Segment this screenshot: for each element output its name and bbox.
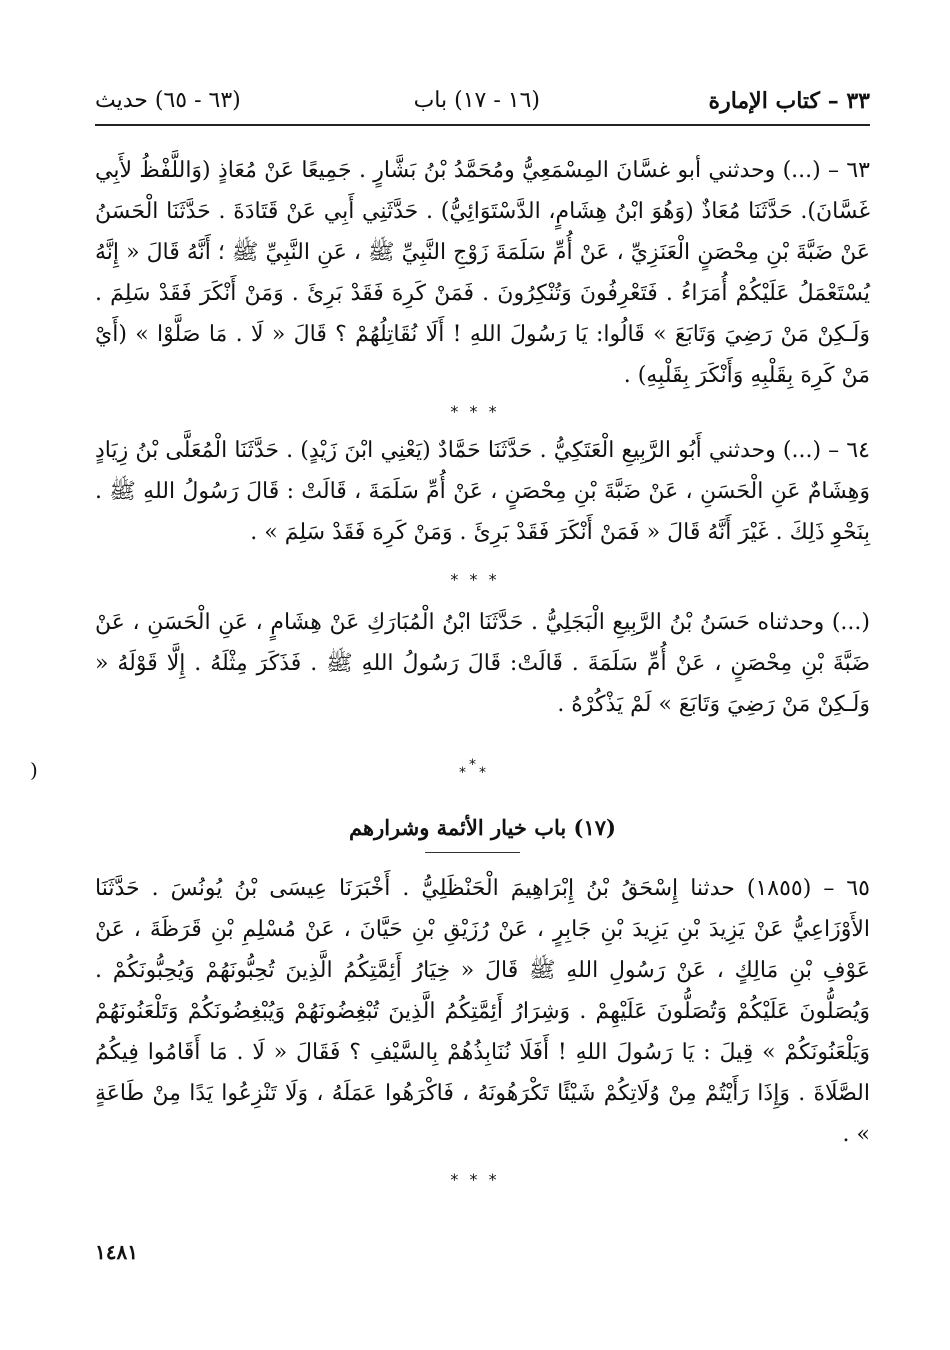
star-cluster: * * *: [459, 757, 486, 781]
margin-mark: ): [30, 758, 38, 782]
header-rule: [95, 124, 870, 126]
page-number: ١٤٨١: [95, 1240, 138, 1264]
separator-1: * * *: [450, 402, 500, 421]
hadith-65: ٦٥ – (١٨٥٥) حدثنا إِسْحَقُ بْنُ إِبْرَاهِيمَ الْحَنْظَلِيُّ . أَخْبَرَنَا عِيسَى بْنُ يُونُسَ . حَدَّثَنَا الأَوْزَاعِيُّ عَنْ يَزِيدَ بْنِ يَزِيدَ بْنِ جَابِرٍ ، عَنْ رُزَيْقِ بْنِ حَيَّانَ ، عَنْ مُسْلِمِ بْنِ قَرَظَةَ ، عَنْ عَوْفِ بْنِ مَالِكٍ ، عَنْ رَسُولِ اللهِ ﷺ قَالَ « خِيَارُ أَئِمَّتِكُمُ الَّذِينَ تُحِبُّونَهُمْ وَيُحِبُّونَكُمْ . وَيُصَلُّونَ عَلَيْكُمْ وَتُصَلُّونَ عَلَيْهِمْ . وَشِرَارُ أَئِمَّتِكُمُ الَّذِينَ تُبْغِضُونَهُمْ وَيُبْغِضُونَكُمْ وَتَلْعَنُونَهُمْ وَيَلْعَنُونَكُمْ » قِيلَ : يَا رَسُولَ اللهِ ! أَفَلَا نُنَابِذُهُمْ بِالسَّيْفِ ؟ فَقَالَ « لَا . مَا أَقَامُوا فِيكُمُ الصَّلَاةَ . وَإِذَا رَأَيْتُمْ مِنْ وُلَاتِكُمْ شَيْئًا تَكْرَهُونَهُ ، فَاكْرَهُوا عَمَلَهُ ، وَلَا تَنْزِعُوا يَدًا مِنْ طَاعَةٍ » .: [95, 876, 870, 1147]
header-book-title: ٣٣ – كتاب الإمارة: [708, 88, 870, 114]
hadith-64: ٦٤ – (...) وحدثني أَبُو الرَّبِيعِ الْعَتَكِيُّ . حَدَّثَنَا حَمَّادٌ (يَعْنِي ابْنَ زَيْدٍ) . حَدَّثَنَا الْمُعَلَّى بْنُ زِيَادٍ وَهِشَامٌ عَنِ الْحَسَنِ ، عَنْ ضَبَّةَ بْنِ مِحْصَنٍ ، عَنْ أُمِّ سَلَمَةَ ، قَالَتْ : قَالَ رَسُولُ اللهِ ﷺ . بِنَحْوِ ذَلِكَ . غَيْرَ أَنَّهُ قَالَ « فَمَنْ أَنْكَرَ فَقَدْ بَرِئَ . وَمَنْ كَرِهَ فَقَدْ سَلِمَ » .: [95, 438, 870, 545]
running-header: [95, 82, 870, 122]
hadith-63-block: [95, 150, 870, 396]
header-hadith-range: (٦٣ - ٦٥) حديث: [95, 88, 241, 113]
hadith-65-block: [95, 868, 870, 1155]
header-chapter-range: (١٦ - ١٧) باب: [413, 88, 540, 113]
separator-2: * * *: [450, 570, 500, 589]
hadith-64b-block: [95, 602, 870, 725]
hadith-64b: (...) وحدثناه حَسَنُ بْنُ الرَّبِيعِ الْبَجَلِيُّ . حَدَّثَنَا ابْنُ الْمُبَارَكِ عَنْ هِشَامٍ ، عَنِ الْحَسَنِ ، عَنْ ضَبَّةَ بْنِ مِحْصَنٍ ، عَنْ أُمِّ سَلَمَةَ . قَالَتْ: قَالَ رَسُولُ اللهِ ﷺ . فَذَكَرَ مِثْلَهُ . إِلَّا قَوْلَهُ « وَلَـكِنْ مَنْ رَضِيَ وَتَابَعَ » لَمْ يَذْكُرْهُ .: [95, 610, 870, 717]
hadith-64-block: [95, 430, 870, 553]
separator-3: * * *: [450, 1170, 500, 1189]
chapter-17-title: (١٧) باب خيار الأئمة وشرارهم: [349, 815, 616, 840]
chapter-title-rule: [425, 852, 520, 853]
hadith-63: ٦٣ – (...) وحدثني أبو غسَّانَ المِسْمَعِيُّ ومُحَمَّدُ بْنُ بَشَّارٍ . جَمِيعًا عَنْ مُعَاذٍ (وَاللَّفْظُ لأَبِي غَسَّانَ). حَدَّثَنَا مُعَاذٌ (وَهُوَ ابْنُ هِشَامٍ، الدَّسْتَوَائِيُّ) . حَدَّثَنِي أَبِي عَنْ قَتَادَةَ . حَدَّثَنَا الْحَسَنُ عَنْ ضَبَّةَ بْنِ مِحْصَنٍ الْعَنَزِيِّ ، عَنْ أُمِّ سَلَمَةَ زَوْجِ النَّبِيِّ ﷺ ، عَنِ النَّبِيِّ ﷺ ؛ أَنَّهُ قَالَ « إِنَّهُ يُسْتَعْمَلُ عَلَيْكُمْ أُمَرَاءُ . فَتَعْرِفُونَ وَتُنْكِرُونَ . فَمَنْ كَرِهَ فَقَدْ بَرِئَ . وَمَنْ أَنْكَرَ فَقَدْ سَلِمَ . وَلَـكِنْ مَنْ رَضِيَ وَتَابَعَ » قَالُوا: يَا رَسُولَ اللهِ ! أَلَا نُقَاتِلُهُمْ ؟ قَالَ « لَا . مَا صَلَّوْا » (أَيْ مَنْ كَرِهَ بِقَلْبِهِ وَأَنْكَرَ بِقَلْبِهِ) .: [95, 158, 870, 388]
